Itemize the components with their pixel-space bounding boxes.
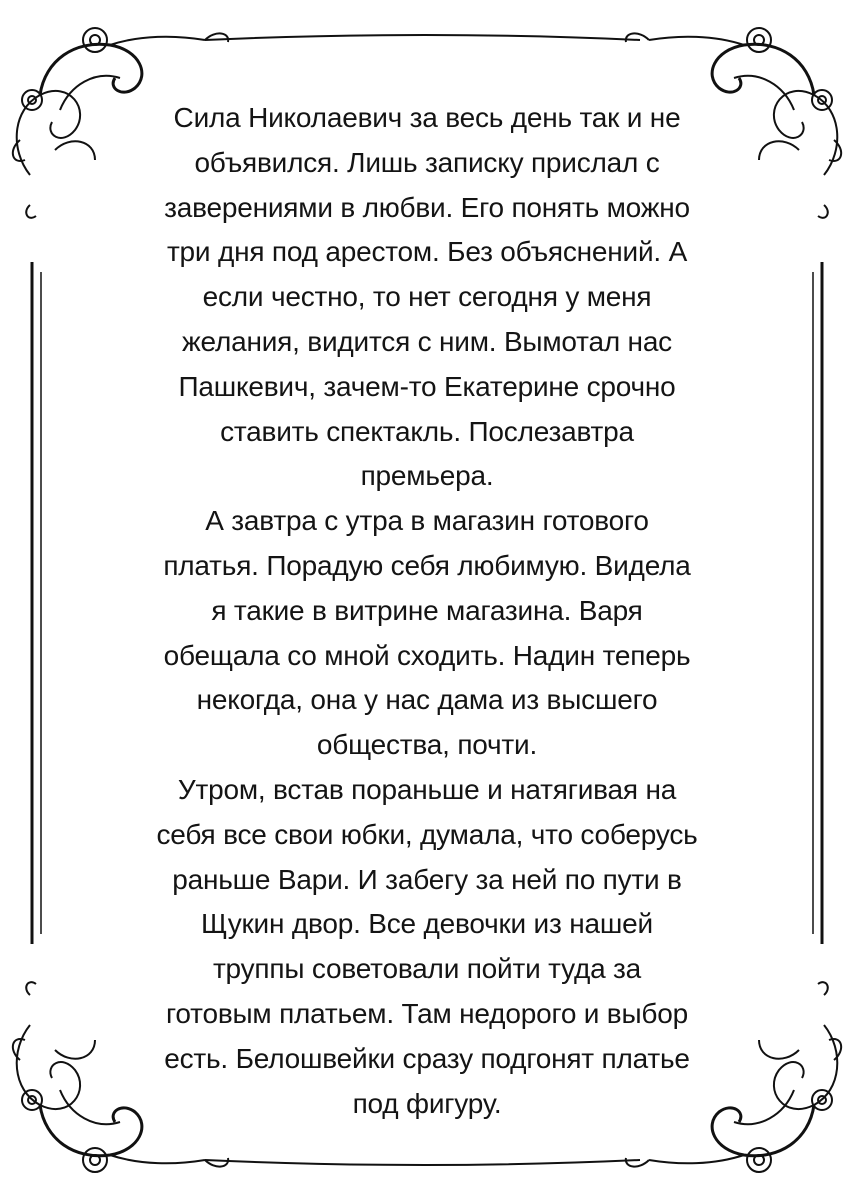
story-line: желания, видится с ним. Вымотал нас	[182, 325, 672, 357]
story-line: объявился. Лишь записку прислал с	[194, 146, 660, 178]
story-line: три дня под арестом. Без объяснений. А	[166, 236, 688, 268]
story-line: готовым платьем. Там недорого и выбор	[166, 997, 688, 1029]
story-line: если честно, то нет сегодня у меня	[202, 281, 652, 313]
story-line: есть. Белошвейки сразу подгонят платье	[164, 1042, 690, 1074]
top-rule	[205, 35, 640, 40]
story-line: под фигуру.	[352, 1087, 502, 1119]
story-line: я такие в витрине магазина. Варя	[211, 594, 643, 626]
story-line: Щукин двор. Все девочки из нашей	[201, 908, 653, 940]
story-line: платья. Порадую себя любимую. Видела	[163, 549, 691, 581]
story-line: ставить спектакль. Послезавтра	[220, 415, 634, 447]
story-line: заверениями в любви. Его понять можно	[164, 191, 690, 223]
story-line: Утром, встав пораньше и натягивая на	[177, 773, 677, 805]
story-text	[40, 96, 814, 1126]
story-line: труппы советовали пойти туда за	[212, 953, 642, 985]
bottom-rule	[205, 1160, 640, 1165]
story-line: некогда, она у нас дама из высшего	[196, 684, 658, 716]
story-line: Сила Николаевич за весь день так и не	[173, 102, 681, 133]
story-line: себя все свои юбки, думала, что соберусь	[156, 818, 698, 850]
story-line: Пашкевич, зачем-то Екатерине срочно	[178, 370, 676, 402]
story-line: обещала со мной сходить. Надин теперь	[163, 639, 691, 671]
story-line: премьера.	[360, 460, 494, 492]
story-line: общества, почти.	[316, 729, 538, 761]
story-line: А завтра с утра в магазин готового	[205, 505, 649, 537]
story-line: раньше Вари. И забегу за ней по пути в	[172, 863, 682, 895]
